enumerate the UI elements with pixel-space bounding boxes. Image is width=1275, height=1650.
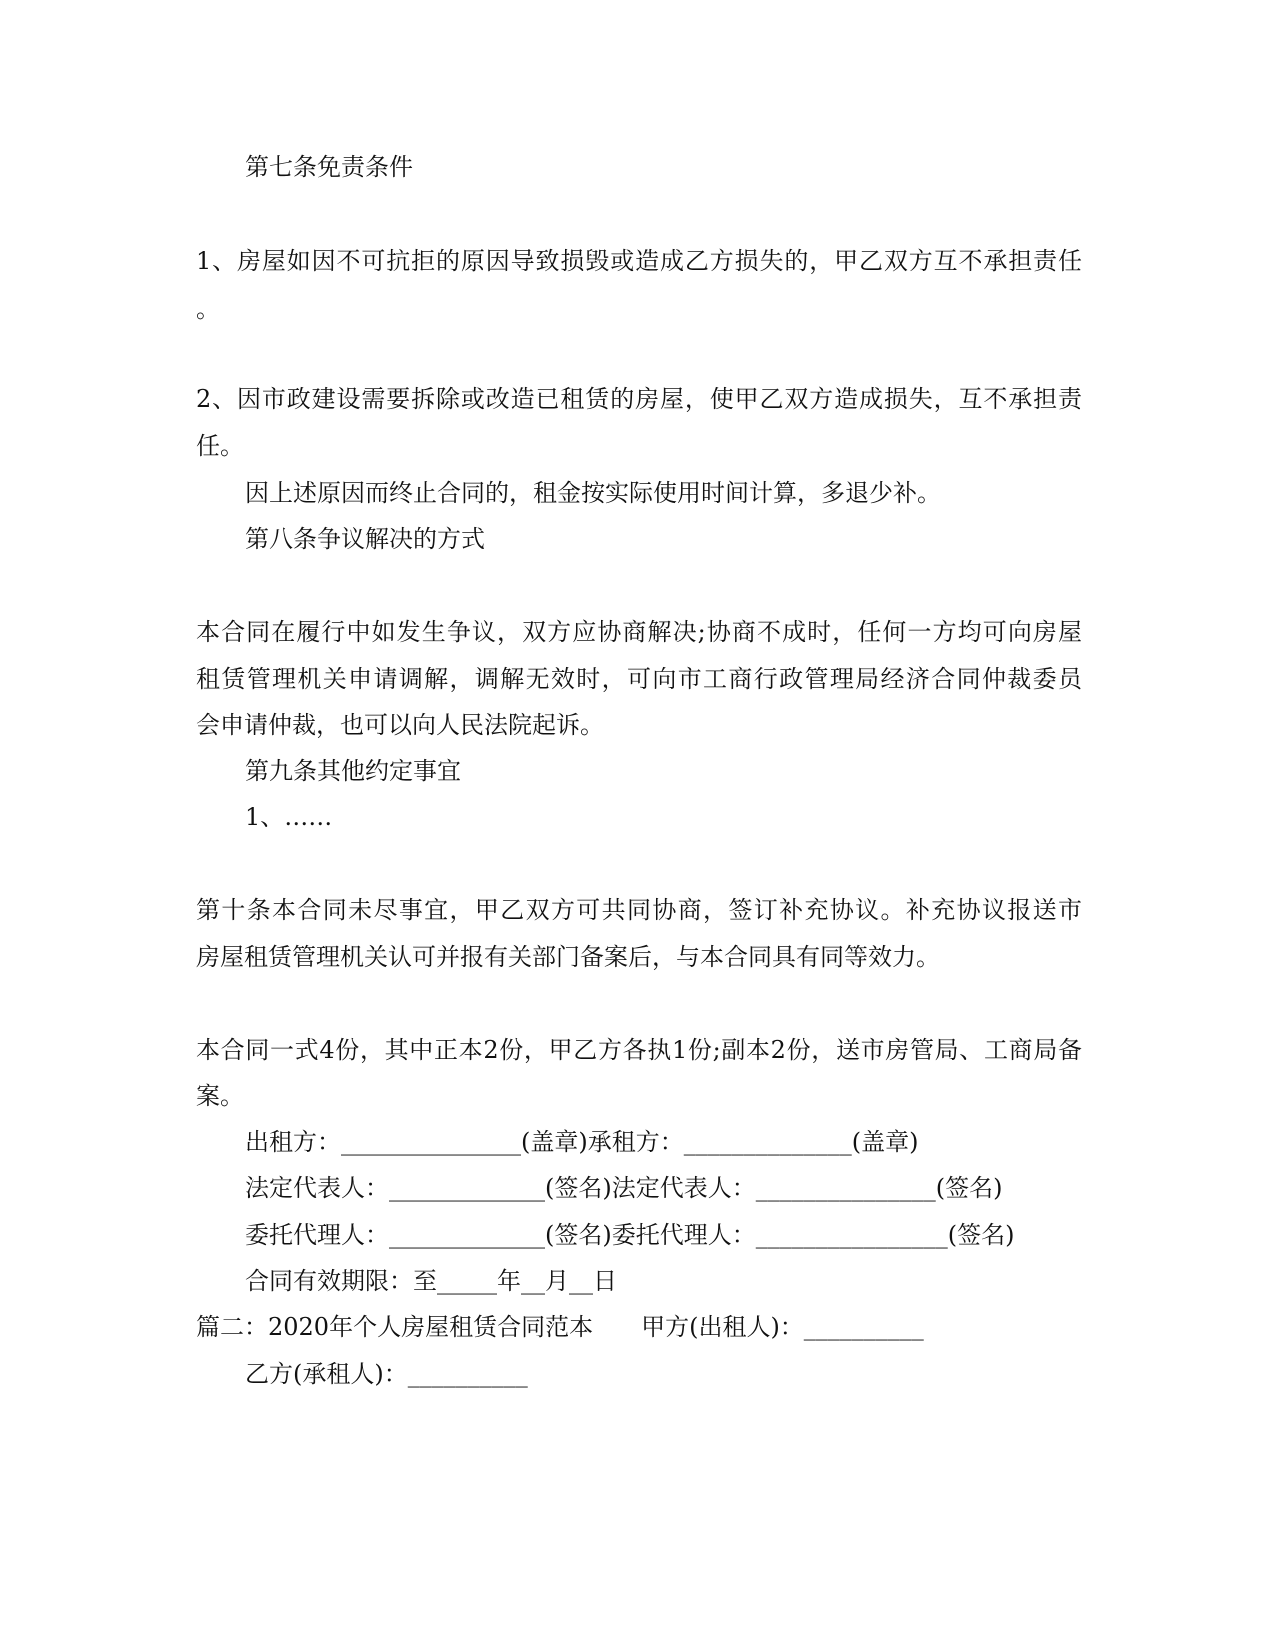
article-7-heading: 第七条免责条件: [245, 153, 413, 181]
copies-clause-line-1: 本合同一式4份，其中正本2份，甲乙方各执1份;副本2份，送市房管局、工商局备: [196, 1036, 1082, 1064]
article-8-body-line-1: 本合同在履行中如发生争议，双方应协商解决;协商不成时，任何一方均可向房屋: [196, 618, 1082, 646]
article-7-clause-1-end: 。: [196, 295, 220, 323]
termination-rent-note: 因上述原因而终止合同的，租金按实际使用时间计算，多退少补。: [245, 479, 941, 507]
article-7-clause-2-end: 任。: [196, 432, 244, 460]
section-2-title: 篇二：2020年个人房屋租赁合同范本 甲方(出租人)：__________: [196, 1313, 924, 1341]
article-9-heading: 第九条其他约定事宜: [245, 757, 461, 785]
article-8-heading: 第八条争议解决的方式: [245, 525, 485, 553]
article-10-line-1: 第十条本合同未尽事宜，甲乙双方可共同协商，签订补充协议。补充协议报送市: [196, 896, 1082, 924]
article-8-body-line-3: 会申请仲裁，也可以向人民法院起诉。: [196, 711, 604, 739]
party-b-lessee-line: 乙方(承租人)：__________: [245, 1360, 528, 1388]
article-7-clause-1: 1、房屋如因不可抗拒的原因导致损毁或造成乙方损失的，甲乙双方互不承担责任: [196, 247, 1082, 275]
signature-legal-representatives: 法定代表人：_____________(签名)法定代表人：_______________(签名): [245, 1174, 1003, 1202]
signature-lessor-lessee: 出租方：_______________(盖章)承租方：______________(盖章): [245, 1128, 919, 1156]
signature-authorized-agents: 委托代理人：_____________(签名)委托代理人：________________(签名): [245, 1221, 1015, 1249]
contract-validity-period: 合同有效期限：至_____年__月__日: [245, 1267, 617, 1295]
article-10-line-2: 房屋租赁管理机关认可并报有关部门备案后，与本合同具有同等效力。: [196, 943, 940, 971]
article-7-clause-2: 2、因市政建设需要拆除或改造已租赁的房屋，使甲乙双方造成损失，互不承担责: [196, 385, 1082, 413]
article-8-body-line-2: 租赁管理机关申请调解，调解无效时，可向市工商行政管理局经济合同仲裁委员: [196, 665, 1082, 693]
article-9-item-1: 1、……: [245, 803, 333, 831]
copies-clause-line-2: 案。: [196, 1082, 244, 1110]
